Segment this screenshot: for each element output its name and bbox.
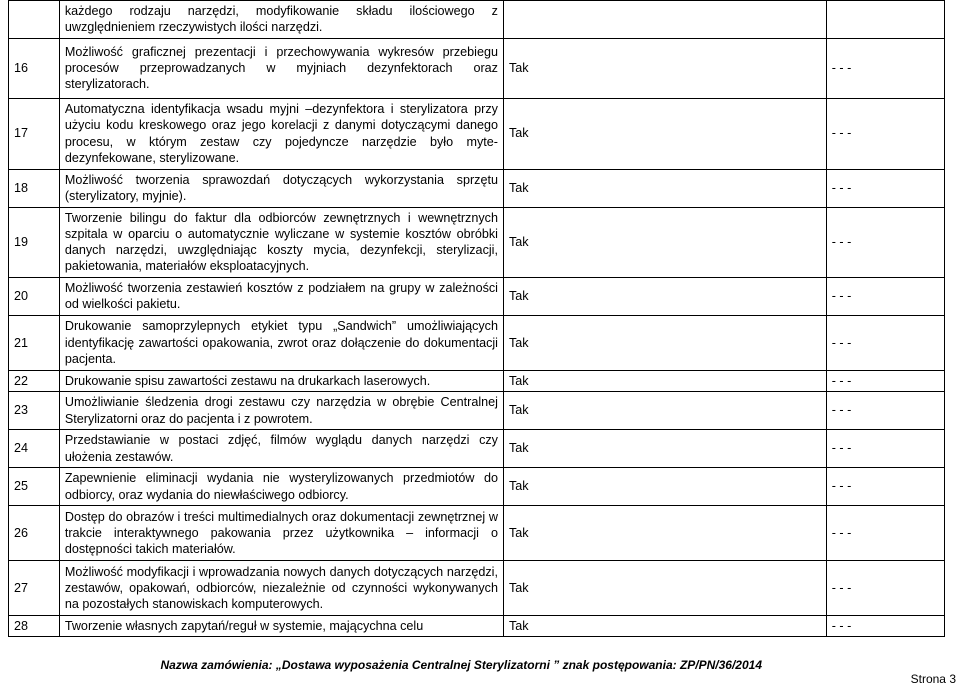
row-answer: Tak xyxy=(503,277,826,315)
row-remarks: - - - xyxy=(826,506,944,561)
row-remarks: - - - xyxy=(826,315,944,370)
row-description: Zapewnienie eliminacji wydania nie wysterylizowanych przedmiotów do odbiorcy, oraz wydania do niewłaściwego odbiorcy. xyxy=(59,468,503,506)
row-remarks: - - - xyxy=(826,277,944,315)
row-answer: Tak xyxy=(503,506,826,561)
row-remarks: - - - xyxy=(826,392,944,430)
row-number: 19 xyxy=(9,207,60,277)
row-number: 23 xyxy=(9,392,60,430)
row-answer: Tak xyxy=(503,392,826,430)
table-row xyxy=(9,38,945,98)
row-number: 16 xyxy=(9,38,60,98)
row-answer: Tak xyxy=(503,370,826,391)
table-row xyxy=(9,561,945,616)
row-answer: Tak xyxy=(503,430,826,468)
row-remarks: - - - xyxy=(826,616,944,637)
row-description: Możliwość tworzenia sprawozdań dotyczących wykorzystania sprzętu (sterylizatory, myjnie). xyxy=(59,169,503,207)
row-description: Drukowanie samoprzylepnych etykiet typu „Sandwich” umożliwiających identyfikację zawartości opakowania, zwrot oraz dołączenie do dokumentacji pacjenta. xyxy=(59,315,503,370)
row-remarks xyxy=(826,1,944,39)
row-description: każdego rodzaju narzędzi, modyfikowanie składu ilościowego z uwzględnieniem rzeczywistych ilości narzędzi. xyxy=(59,1,503,39)
row-answer: Tak xyxy=(503,315,826,370)
row-description: Możliwość graficznej prezentacji i przechowywania wykresów przebiegu procesów przeprowadzanych w myjniach dezynfektorach oraz sterylizatorach. xyxy=(59,38,503,98)
row-answer: Tak xyxy=(503,98,826,169)
row-number xyxy=(9,1,60,39)
row-description: Przedstawianie w postaci zdjęć, filmów wyglądu danych narzędzi czy ułożenia zestawów. xyxy=(59,430,503,468)
row-remarks: - - - xyxy=(826,561,944,616)
row-number: 27 xyxy=(9,561,60,616)
row-remarks: - - - xyxy=(826,207,944,277)
footer-order-name: Nazwa zamówienia: „Dostawa wyposażenia Centralnej Sterylizatorni ” znak postępowania: ZP/PN/36/2014 xyxy=(160,658,762,672)
row-answer: Tak xyxy=(503,616,826,637)
table-row xyxy=(9,277,945,315)
specification-table xyxy=(8,0,945,637)
row-remarks: - - - xyxy=(826,38,944,98)
table-row xyxy=(9,370,945,391)
row-remarks: - - - xyxy=(826,370,944,391)
row-remarks: - - - xyxy=(826,430,944,468)
row-number: 18 xyxy=(9,169,60,207)
row-remarks: - - - xyxy=(826,169,944,207)
table-row xyxy=(9,207,945,277)
page-number: Strona 3 xyxy=(910,672,956,686)
row-remarks: - - - xyxy=(826,98,944,169)
row-remarks: - - - xyxy=(826,468,944,506)
row-description: Możliwość modyfikacji i wprowadzania nowych danych dotyczących narzędzi, zestawów, opakowań, odbiorców, niezależnie od czynności wykonywanych na pozostałych stanowiskach komputerowych. xyxy=(59,561,503,616)
row-answer: Tak xyxy=(503,468,826,506)
row-number: 24 xyxy=(9,430,60,468)
row-answer xyxy=(503,1,826,39)
row-answer: Tak xyxy=(503,38,826,98)
table-row xyxy=(9,1,945,39)
row-description: Dostęp do obrazów i treści multimedialnych oraz dokumentacji zewnętrznej w trakcie interaktywnego pakowania przez użytkownika – informacji o dostępności takich materiałów. xyxy=(59,506,503,561)
row-description: Tworzenie bilingu do faktur dla odbiorców zewnętrznych i wewnętrznych szpitala w oparciu o automatycznie wyliczane w systemie kosztów obróbki danych narzędzi, uwzględniając koszty mycia, dezynfekcji, sterylizacji, pakietowania, materiałów eksploatacyjnych. xyxy=(59,207,503,277)
row-description: Automatyczna identyfikacja wsadu myjni –dezynfektora i sterylizatora przy użyciu kodu kreskowego oraz jego korelacji z danymi dotyczącymi danego procesu, w którym zestaw czy pojedyncze narzędzie było myte-dezynfekowane, sterylizowane. xyxy=(59,98,503,169)
row-description: Drukowanie spisu zawartości zestawu na drukarkach laserowych. xyxy=(59,370,503,391)
row-number: 26 xyxy=(9,506,60,561)
table-row xyxy=(9,430,945,468)
row-description: Możliwość tworzenia zestawień kosztów z podziałem na grupy w zależności od wielkości pakietu. xyxy=(59,277,503,315)
row-number: 25 xyxy=(9,468,60,506)
table-row xyxy=(9,616,945,637)
table-row xyxy=(9,315,945,370)
row-description: Tworzenie własnych zapytań/reguł w systemie, mającychna celu xyxy=(59,616,503,637)
row-number: 21 xyxy=(9,315,60,370)
table-row xyxy=(9,468,945,506)
row-number: 17 xyxy=(9,98,60,169)
row-answer: Tak xyxy=(503,207,826,277)
row-description: Umożliwianie śledzenia drogi zestawu czy narzędzia w obrębie Centralnej Sterylizatorni oraz do pacjenta i z powrotem. xyxy=(59,392,503,430)
table-row xyxy=(9,506,945,561)
table-row xyxy=(9,98,945,169)
row-number: 28 xyxy=(9,616,60,637)
table-row xyxy=(9,169,945,207)
row-number: 20 xyxy=(9,277,60,315)
row-number: 22 xyxy=(9,370,60,391)
row-answer: Tak xyxy=(503,561,826,616)
row-answer: Tak xyxy=(503,169,826,207)
table-row xyxy=(9,392,945,430)
